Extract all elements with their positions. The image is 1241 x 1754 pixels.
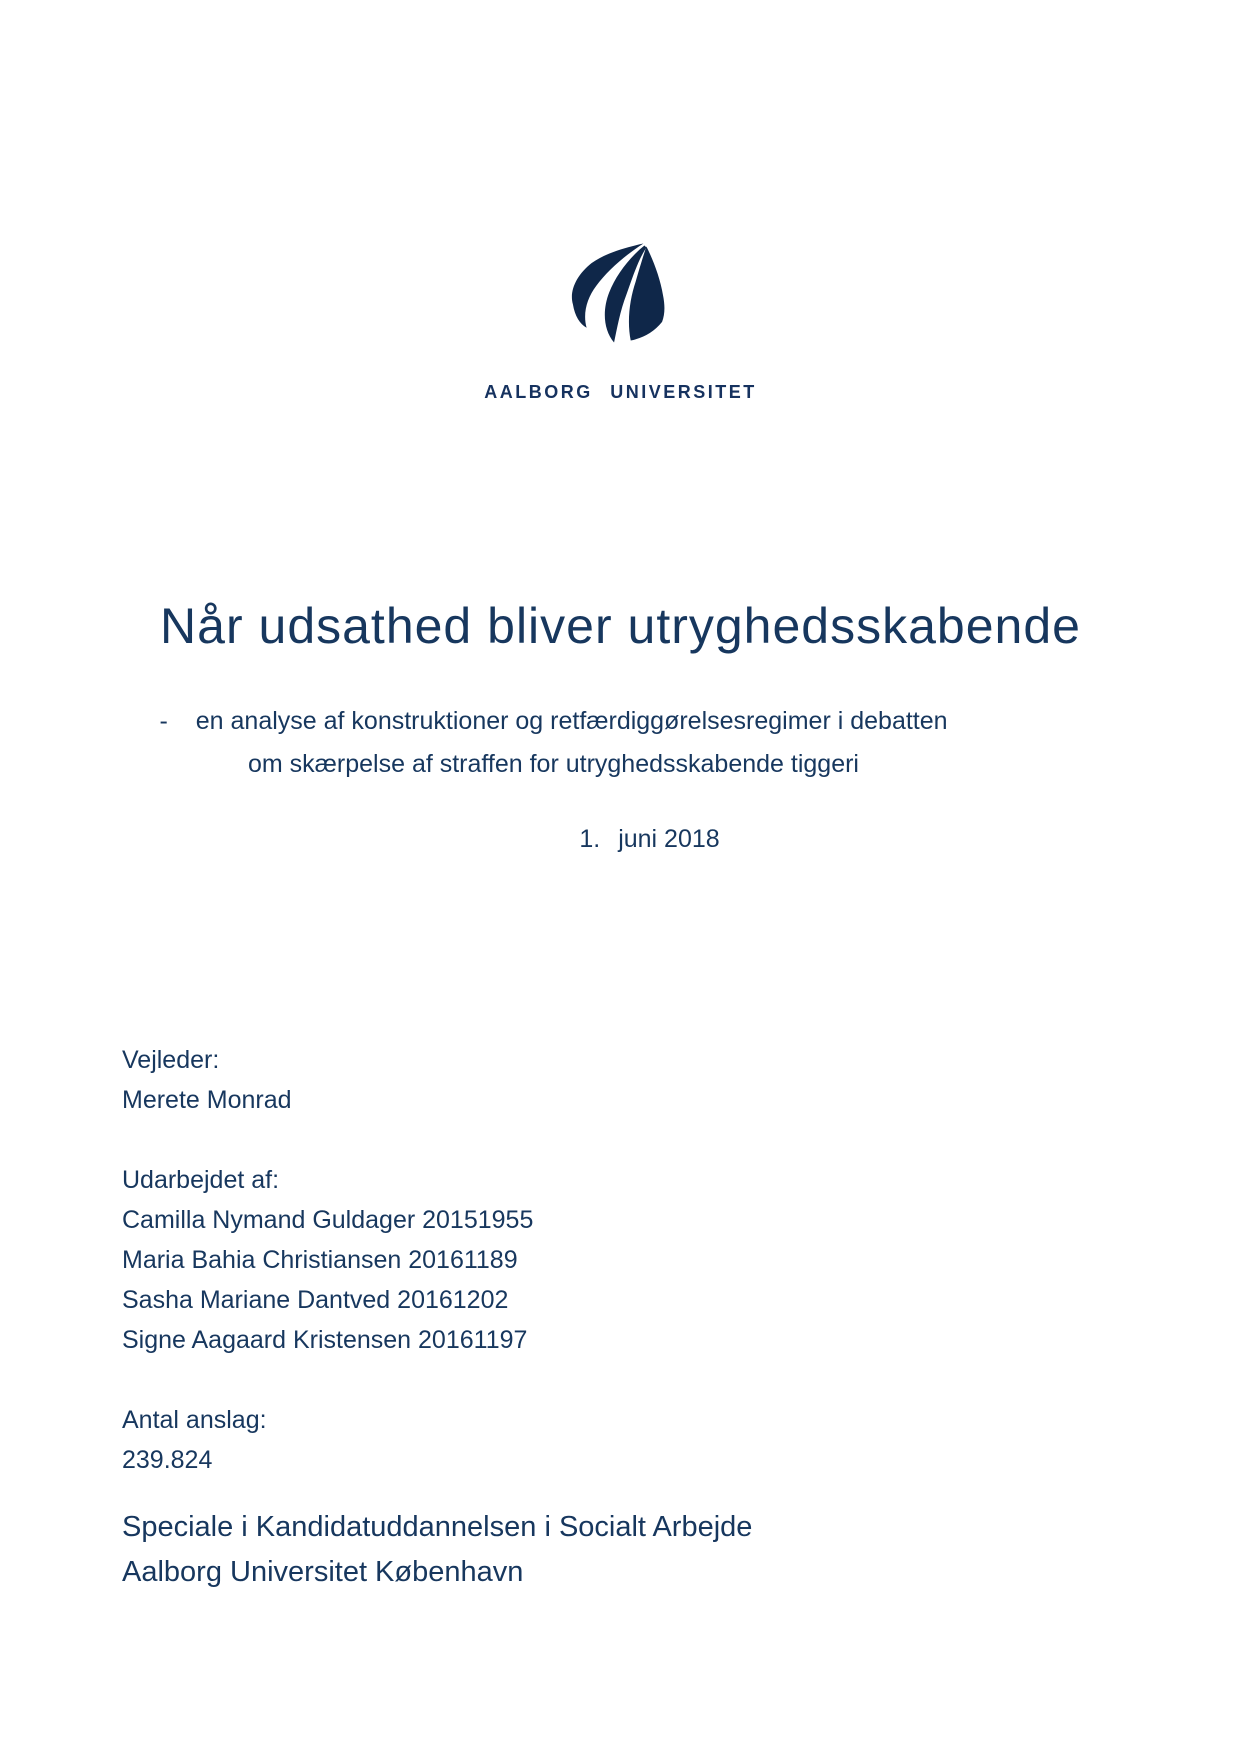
supervisor-name: Merete Monrad — [122, 1086, 292, 1114]
university-wordmark: AALBORG UNIVERSITET — [484, 382, 757, 402]
aau-swirl-logo-icon — [568, 242, 666, 346]
authors-label: Udarbejdet af: — [122, 1166, 280, 1194]
author-line: Camilla Nymand Guldager 20151955 — [122, 1206, 534, 1234]
thesis-footer — [122, 1505, 752, 1595]
footer-campus-line: Aalborg Universitet København — [122, 1556, 524, 1588]
supervisor-label: Vejleder: — [122, 1046, 220, 1074]
thesis-title: Når udsathed bliver utryghedsskabende — [160, 598, 1081, 654]
thesis-details — [122, 1040, 533, 1480]
char-count-label: Antal anslag: — [122, 1406, 267, 1434]
subtitle-line-1-text: en analyse af konstruktioner og retfærdiggørelsesregimer i debatten — [195, 707, 948, 735]
subtitle-line-1 — [122, 700, 985, 743]
thesis-date — [178, 818, 1121, 861]
university-logo — [0, 242, 1241, 403]
thesis-subtitle — [122, 700, 985, 786]
supervisor-group — [122, 1040, 533, 1120]
date-number: 1. — [579, 825, 601, 853]
subtitle-line-2: om skærpelse af straffen for utryghedsskabende tiggeri — [248, 750, 859, 778]
date-text: juni 2018 — [618, 825, 720, 853]
authors-group — [122, 1160, 533, 1360]
author-line: Signe Aagaard Kristensen 20161197 — [122, 1326, 528, 1354]
author-line: Sasha Mariane Dantved 20161202 — [122, 1286, 509, 1314]
subtitle-dash: - — [159, 707, 168, 735]
author-line: Maria Bahia Christiansen 20161189 — [122, 1246, 518, 1274]
char-count-group — [122, 1400, 533, 1480]
char-count-value: 239.824 — [122, 1446, 213, 1474]
footer-program-line: Speciale i Kandidatuddannelsen i Socialt Arbejde — [122, 1511, 753, 1543]
